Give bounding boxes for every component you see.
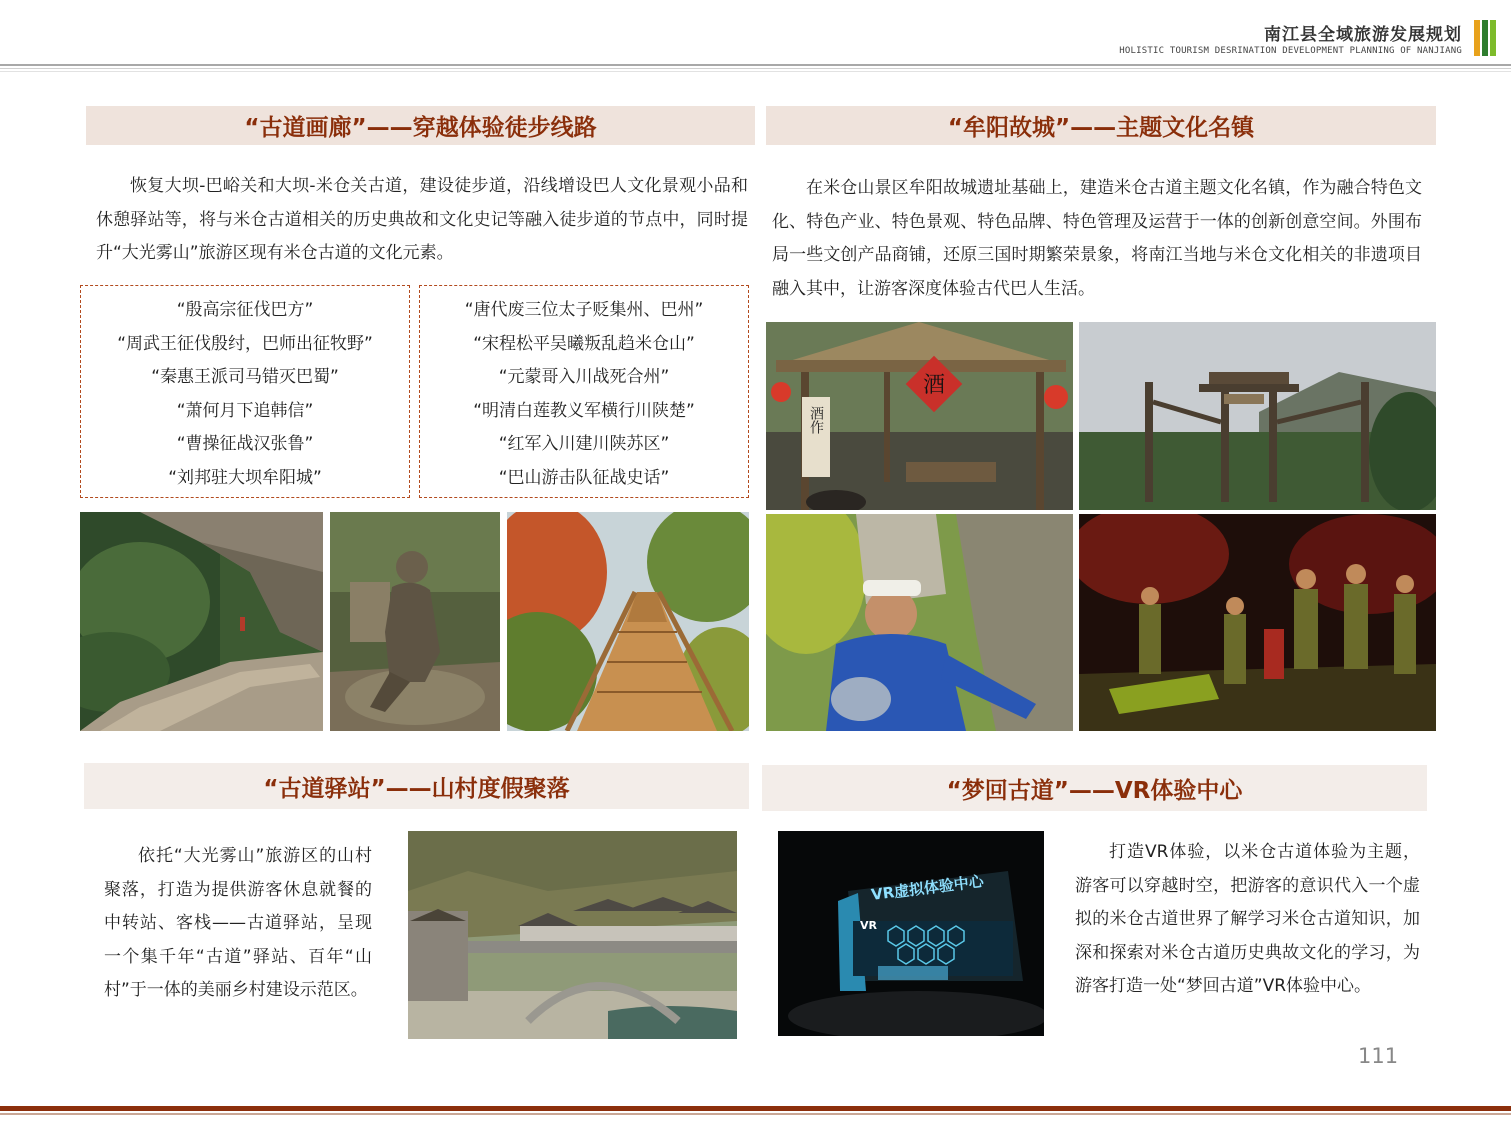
section-3-paragraph: 依托“大光雾山”旅游区的山村聚落，打造为提供游客休息就餐的中转站、客栈——古道驿站，呈现一个集千年“古道”驿站、百年“山村”于一体的美丽乡村建设示范区。 [104, 846, 372, 1000]
wine-sign-text: 酒 [922, 373, 946, 398]
vr-logo-text: VR [860, 919, 877, 932]
document-subtitle: HOLISTIC TOURISM DESRINATION DEVELOPMENT PLANNING OF NANJIANG [1119, 46, 1462, 56]
photo-bronze-statue [330, 512, 500, 731]
section-1-paragraph: 恢复大坝-巴峪关和大坝-米仓关古道，建设徒步道，沿线增设巴人文化景观小品和休憩驿站等，将与米仓古道相关的历史典故和文化史记等融入徒步道的节点中，同时提升“大光雾山”旅游区现有米仓古道的文化元素。 [96, 176, 748, 263]
section-4-title: “梦回古道”——VR体验中心 [946, 777, 1243, 804]
header-divider-3 [0, 71, 1511, 72]
section-4-title-bar [762, 765, 1427, 811]
photo-covered-bridge [408, 831, 737, 1039]
quote-line: “萧何月下追韩信” [176, 400, 314, 421]
section-1-title-bar [86, 106, 755, 145]
page-number: 111 [1358, 1044, 1399, 1068]
header-stripe-lightgreen [1490, 20, 1496, 56]
section-2-paragraph: 在米仓山景区牟阳故城遗址基础上，建造米仓古道主题文化名镇，作为融合特色文化、特色产业、特色景观、特色品牌、特色管理及运营于一体的创新创意空间。外围布局一些文创产品商铺，还原三国时期繁荣景象，将南江当地与米仓文化相关的非遗项目融入其中，让游客深度体验古代巴人生活。 [772, 178, 1422, 299]
quote-line: “元蒙哥入川战死合州” [498, 367, 670, 388]
quote-line: “巴山游击队征战史话” [498, 467, 670, 488]
quote-line: “明清白莲教义军横行川陕楚” [473, 400, 695, 421]
vr-center-sign: VR虚拟体验中心 [870, 872, 985, 904]
section-1-title: “古道画廊”——穿越体验徒步线路 [244, 115, 597, 141]
quote-line: “红军入川建川陕苏区” [498, 434, 670, 455]
photo-night-performance [1079, 514, 1436, 731]
section-4-paragraph: 打造VR体验，以米仓古道体验为主题，游客可以穿越时空，把游客的意识代入一个虚拟的米仓古道世界了解学习米仓古道知识，加深和探索对米仓古道历史典故文化的学习，为游客打造一处“梦回古道”VR体验中心。 [1075, 842, 1420, 996]
section-2-title-bar [766, 106, 1436, 145]
photo-porter-man [766, 514, 1073, 731]
quote-line: “宋程松平吴曦叛乱趋米仓山” [473, 333, 695, 354]
section-2-title: “牟阳故城”——主题文化名镇 [947, 115, 1255, 141]
quote-box-left [80, 285, 410, 498]
quote-line: “刘邦驻大坝牟阳城” [168, 467, 322, 488]
photo-wooden-stairs [507, 512, 749, 731]
section-3-title: “古道驿站”——山村度假聚落 [263, 775, 570, 802]
footer-bar [0, 1106, 1511, 1111]
header-divider [0, 64, 1511, 66]
photo-wine-shop [766, 322, 1073, 510]
wine-banner-text: 酒作 [808, 406, 824, 434]
quote-box-right [419, 285, 749, 498]
section-3-title-bar [84, 763, 749, 809]
quote-line: “周武王征伐殷纣，巴师出征牧野” [117, 333, 373, 354]
quote-line: “秦惠王派司马错灭巴蜀” [151, 367, 339, 388]
quote-line: “唐代废三位太子贬集州、巴州” [464, 300, 704, 320]
header-stripe-green [1482, 20, 1488, 56]
photo-cliff-trail [80, 512, 323, 731]
photo-town-gate [1079, 322, 1436, 510]
quote-line: “殷高宗征伐巴方” [176, 300, 314, 320]
footer-bar-thin [0, 1113, 1511, 1115]
quote-line: “曹操征战汉张鲁” [176, 434, 314, 455]
document-title: 南江县全域旅游发展规划 [1264, 25, 1462, 45]
header-stripe-orange [1474, 20, 1480, 56]
header-divider-2 [0, 68, 1511, 69]
photo-vr-center [778, 831, 1044, 1036]
